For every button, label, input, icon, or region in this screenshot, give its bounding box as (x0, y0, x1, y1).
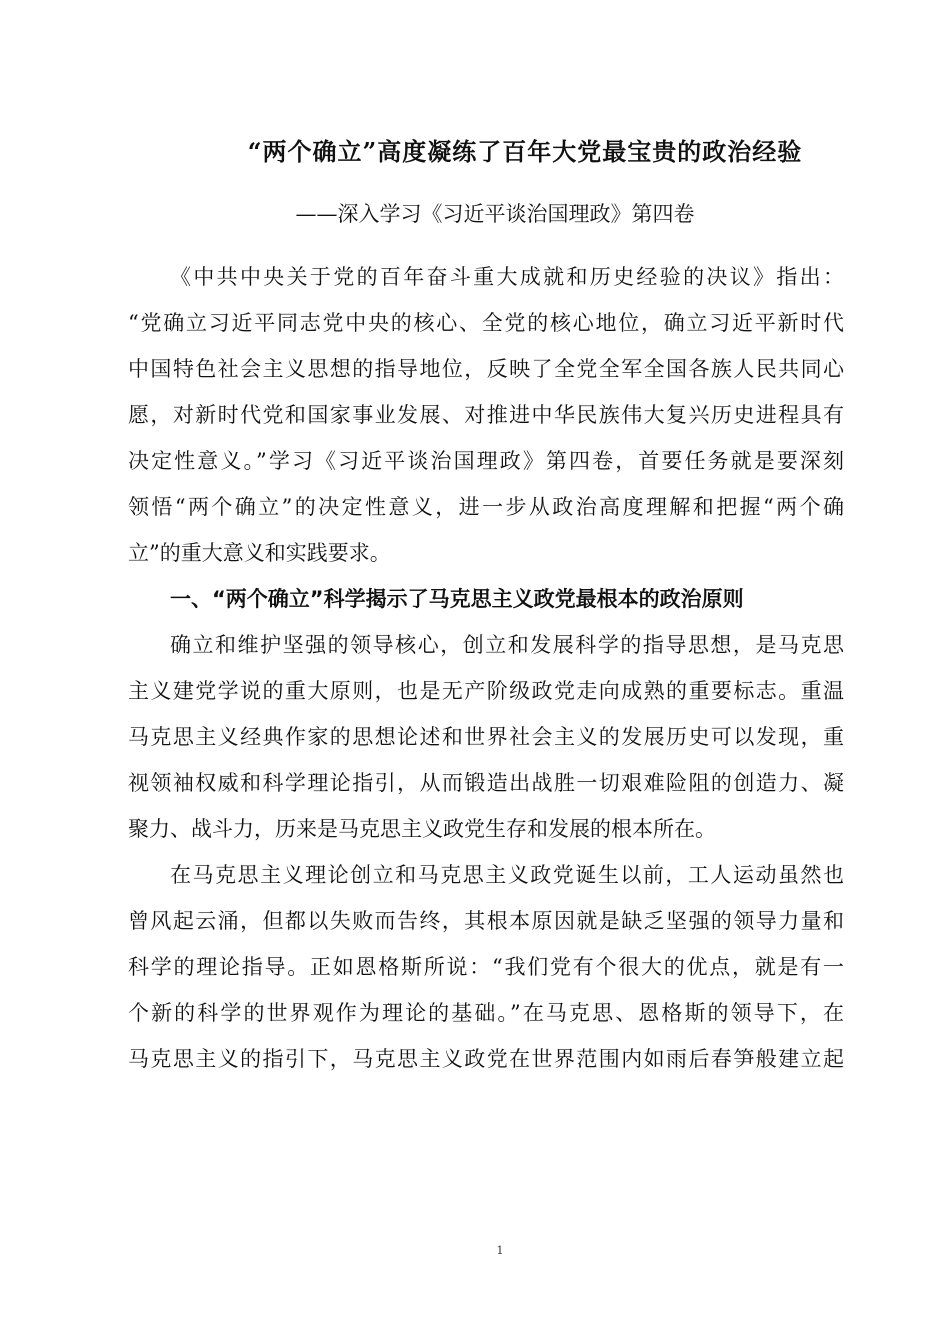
text-line: 马克思主义经典作家的思想论述和世界社会主义的发展历史可以发现，重 (128, 725, 844, 749)
text-line: 中国特色社会主义思想的指导地位，反映了全党全军全国各族人民共同心 (128, 357, 844, 381)
text-line: 马克思主义的指引下，马克思主义政党在世界范围内如雨后春笋般建立起 (128, 1047, 844, 1071)
text-line: 《中共中央关于党的百年奋斗重大成就和历史经验的决议》指出： (170, 265, 844, 289)
paragraph-history (128, 852, 844, 1082)
text-line: 科学的理论指导。正如恩格斯所说：“我们党有个很大的优点，就是有一 (128, 955, 844, 979)
text-line: 愿，对新时代党和国家事业发展、对推进中华民族伟大复兴历史进程具有 (128, 403, 844, 427)
text-line: 个新的科学的世界观作为理论的基础。”在马克思、恩格斯的领导下，在 (128, 1001, 844, 1025)
text-line: 领悟“两个确立”的决定性意义，进一步从政治高度理解和把握“两个确 (128, 495, 844, 519)
paragraph-intro (128, 254, 844, 576)
text-line: 曾风起云涌，但都以失败而告终，其根本原因就是缺乏坚强的领导力量和 (128, 909, 844, 933)
document-body (128, 254, 844, 1082)
text-line: 视领袖权威和科学理论指引，从而锻造出战胜一切艰难险阻的创造力、凝 (128, 771, 844, 795)
document-title: “两个确立”高度凝练了百年大党最宝贵的政治经验 (247, 137, 803, 166)
paragraph-principle (128, 622, 844, 852)
text-line: 主义建党学说的重大原则，也是无产阶级政党走向成熟的重要标志。重温 (128, 679, 844, 703)
section-heading: 一、“两个确立”科学揭示了马克思主义政党最根本的政治原则 (170, 587, 744, 611)
text-line: 聚力、战斗力，历来是马克思主义政党生存和发展的根本所在。 (128, 817, 716, 841)
text-line: 在马克思主义理论创立和马克思主义政党诞生以前，工人运动虽然也 (170, 863, 844, 887)
text-line: “党确立习近平同志党中央的核心、全党的核心地位，确立习近平新时代 (128, 311, 844, 335)
text-line: 决定性意义。”学习《习近平谈治国理政》第四卷，首要任务就是要深刻 (128, 449, 844, 473)
text-line: 确立和维护坚强的领导核心，创立和发展科学的指导思想，是马克思 (170, 633, 844, 657)
text-line: 立”的重大意义和实践要求。 (128, 541, 391, 565)
page-number: 1 (496, 1244, 504, 1257)
document-subtitle: ——深入学习《习近平谈治国理政》第四卷 (295, 202, 695, 226)
